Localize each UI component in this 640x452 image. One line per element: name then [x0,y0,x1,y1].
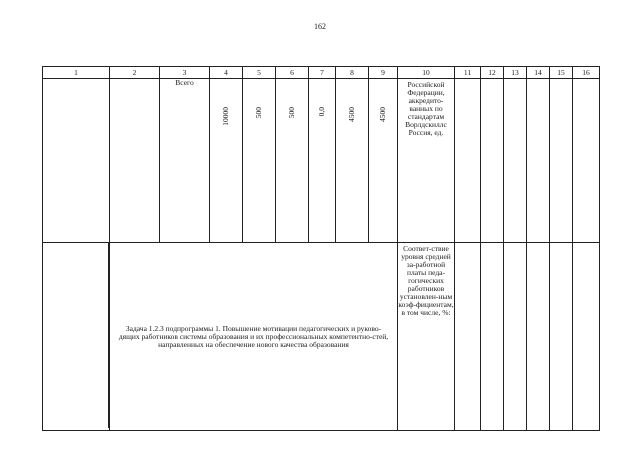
cell-empty [527,243,550,431]
cell-empty [43,79,110,243]
value-9: 4500 [378,107,387,122]
col-header-13: 13 [504,67,527,79]
cell-empty [504,243,527,431]
value-6: 500 [287,107,296,119]
cell-empty [527,79,550,243]
value-cell-4 [210,79,243,243]
cell-empty [455,79,481,243]
indicator-name-cell [398,79,455,243]
value-cell-7 [309,79,336,243]
value-cell-9 [369,79,398,243]
cell-empty [573,79,600,243]
table-row [43,79,600,243]
cell-empty [481,79,504,243]
col-header-6: 6 [276,67,309,79]
indicator-name-cell [398,243,455,431]
value-cell-6 [276,79,309,243]
value-7: 0,0 [317,107,326,117]
task-description-cell [110,243,398,431]
col-header-11: 11 [455,67,481,79]
cell-empty [550,243,573,431]
task-description: Задача 1.2.3 подпрограммы 1. Повышение мотивации педагогических и руково-дящих работников системы образования и их профессиональных компетентно-стей, направленных на обеспечение нового качества образования [118,323,389,349]
col-header-3: 3 [160,67,210,79]
cell-empty [550,79,573,243]
indicator-table [42,66,600,431]
col-header-8: 8 [336,67,369,79]
total-label-text: Всего [175,78,194,87]
col-header-12: 12 [481,67,504,79]
indicator-name: Российской Федерации, аккредито-ванных по стандартам Ворлдскиллс Россия, ед. [405,80,447,137]
cell-empty [110,79,160,243]
page-number: 162 [314,22,326,31]
cell-empty [43,243,110,431]
value-cell-5 [243,79,276,243]
value-5: 500 [254,107,263,119]
cell-empty [455,243,481,431]
col-header-10: 10 [398,67,455,79]
col-header-16: 16 [573,67,600,79]
total-label [160,79,210,243]
indicator-name: Соответ-ствие уровня средней за-работной платы педа-гогических работников установлен-ным коэф-фициентам, в том числе, %: [398,244,454,317]
column-number-row [43,67,600,79]
col-header-2: 2 [110,67,160,79]
col-header-15: 15 [550,67,573,79]
col-header-1: 1 [43,67,110,79]
value-cell-8 [336,79,369,243]
value-4: 10000 [221,107,230,126]
table-row [43,243,600,431]
value-8: 4500 [347,107,356,122]
col-header-7: 7 [309,67,336,79]
col-header-9: 9 [369,67,398,79]
cell-empty [504,79,527,243]
cell-empty [573,243,600,431]
col-header-5: 5 [243,67,276,79]
col-header-14: 14 [527,67,550,79]
cell-empty [481,243,504,431]
col-header-4: 4 [210,67,243,79]
